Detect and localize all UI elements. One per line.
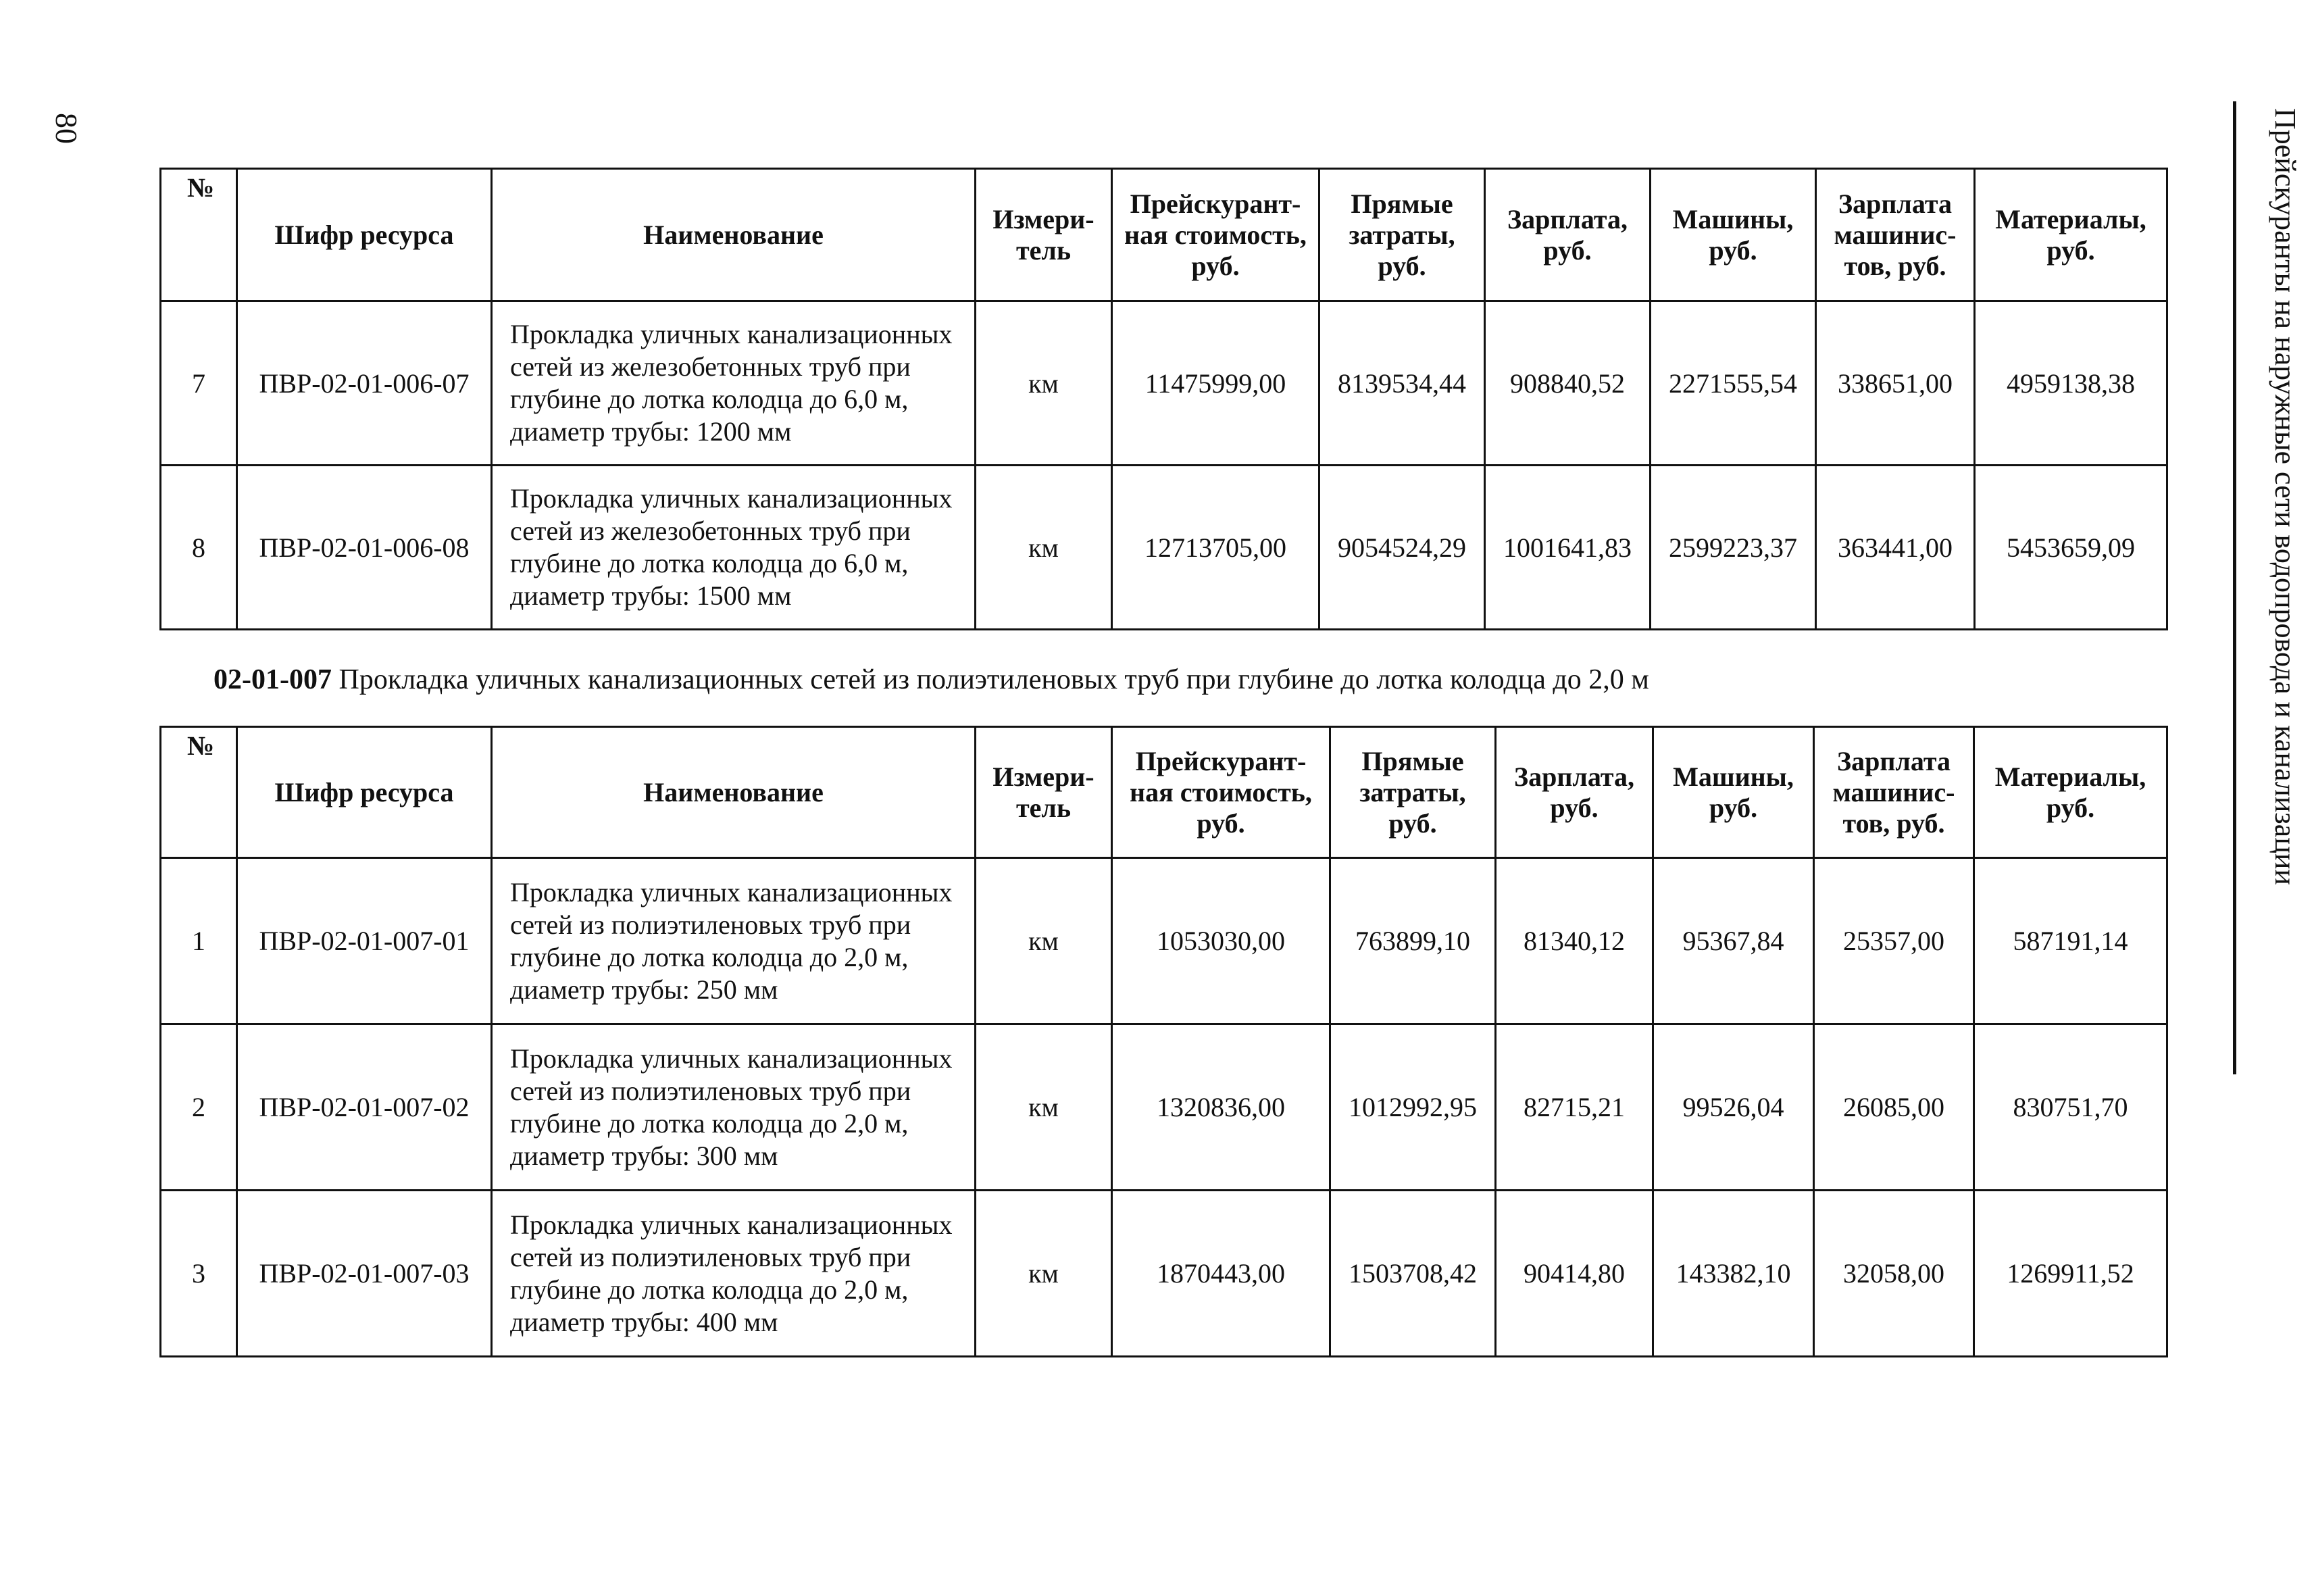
- row-no: 2: [161, 1024, 237, 1191]
- row-no: 7: [161, 301, 237, 466]
- row-price: 1320836,00: [1112, 1024, 1330, 1191]
- row-machines: 2271555,54: [1651, 301, 1816, 466]
- row-machines: 99526,04: [1653, 1024, 1814, 1191]
- row-code: ПВР-02-01-006-08: [237, 466, 492, 630]
- row-operator-wage: 26085,00: [1814, 1024, 1974, 1191]
- header-price: Прейскурант-ная стоимость, руб.: [1112, 727, 1330, 858]
- row-wage: 90414,80: [1496, 1191, 1653, 1357]
- header-wage: Зарплата, руб.: [1496, 727, 1653, 858]
- row-unit: км: [976, 466, 1112, 630]
- row-price: 1053030,00: [1112, 858, 1330, 1024]
- row-name: Прокладка уличных канализационных сетей из полиэтиленовых труб при глубине до лотка колодца до 2,0 м, диаметр трубы: 250 мм: [492, 858, 976, 1024]
- row-no: 1: [161, 858, 237, 1024]
- row-operator-wage: 338651,00: [1816, 301, 1975, 466]
- row-machines: 2599223,37: [1651, 466, 1816, 630]
- header-name: Наименование: [492, 169, 976, 301]
- row-no: 3: [161, 1191, 237, 1357]
- row-unit: км: [976, 1191, 1112, 1357]
- price-table-02-01-007: [159, 726, 2168, 1357]
- header-unit: Измери-тель: [976, 727, 1112, 858]
- row-code: ПВР-02-01-007-01: [237, 858, 492, 1024]
- row-materials: 5453659,09: [1975, 466, 2167, 630]
- row-code: ПВР-02-01-006-07: [237, 301, 492, 466]
- table-header-row: [161, 727, 2167, 858]
- header-no: №: [161, 727, 237, 858]
- row-code: ПВР-02-01-007-03: [237, 1191, 492, 1357]
- row-materials: 4959138,38: [1975, 301, 2167, 466]
- section-heading: [213, 659, 2146, 700]
- row-direct: 763899,10: [1330, 858, 1496, 1024]
- table-header-row: [161, 169, 2167, 301]
- running-title-rule: [2233, 101, 2236, 1074]
- header-name: Наименование: [492, 727, 976, 858]
- row-unit: км: [976, 858, 1112, 1024]
- table-row: [161, 858, 2167, 1024]
- row-materials: 1269911,52: [1974, 1191, 2167, 1357]
- row-name: Прокладка уличных канализационных сетей из полиэтиленовых труб при глубине до лотка колодца до 2,0 м, диаметр трубы: 300 мм: [492, 1024, 976, 1191]
- header-operator-wage: Зарплата машинис-тов, руб.: [1816, 169, 1975, 301]
- header-price: Прейскурант-ная стоимость, руб.: [1112, 169, 1319, 301]
- table-row: [161, 1191, 2167, 1357]
- row-no: 8: [161, 466, 237, 630]
- table-row: [161, 301, 2167, 466]
- row-name: Прокладка уличных канализационных сетей из железобетонных труб при глубине до лотка колодца до 6,0 м, диаметр трубы: 1200 мм: [492, 301, 976, 466]
- row-materials: 830751,70: [1974, 1024, 2167, 1191]
- row-wage: 81340,12: [1496, 858, 1653, 1024]
- row-operator-wage: 25357,00: [1814, 858, 1974, 1024]
- row-operator-wage: 32058,00: [1814, 1191, 1974, 1357]
- row-wage: 908840,52: [1485, 301, 1651, 466]
- header-code: Шифр ресурса: [237, 727, 492, 858]
- header-no: №: [161, 169, 237, 301]
- row-operator-wage: 363441,00: [1816, 466, 1975, 630]
- row-unit: км: [976, 301, 1112, 466]
- page-number: 80: [49, 113, 84, 144]
- row-wage: 82715,21: [1496, 1024, 1653, 1191]
- row-wage: 1001641,83: [1485, 466, 1651, 630]
- row-unit: км: [976, 1024, 1112, 1191]
- row-direct: 1503708,42: [1330, 1191, 1496, 1357]
- header-machines: Машины, руб.: [1653, 727, 1814, 858]
- price-table-02-01-006: [159, 168, 2168, 630]
- row-direct: 9054524,29: [1319, 466, 1485, 630]
- header-direct: Прямые затраты, руб.: [1330, 727, 1496, 858]
- header-operator-wage: Зарплата машинис-тов, руб.: [1814, 727, 1974, 858]
- header-direct: Прямые затраты, руб.: [1319, 169, 1485, 301]
- row-code: ПВР-02-01-007-02: [237, 1024, 492, 1191]
- row-machines: 143382,10: [1653, 1191, 1814, 1357]
- header-materials: Материалы, руб.: [1974, 727, 2167, 858]
- row-price: 1870443,00: [1112, 1191, 1330, 1357]
- row-price: 11475999,00: [1112, 301, 1319, 466]
- section-code: 02-01-007: [213, 664, 332, 695]
- header-machines: Машины, руб.: [1651, 169, 1816, 301]
- table-row: [161, 466, 2167, 630]
- header-unit: Измери-тель: [976, 169, 1112, 301]
- row-direct: 8139534,44: [1319, 301, 1485, 466]
- header-wage: Зарплата, руб.: [1485, 169, 1651, 301]
- row-materials: 587191,14: [1974, 858, 2167, 1024]
- section-title: Прокладка уличных канализационных сетей из полиэтиленовых труб при глубине до лотка колодца до 2,0 м: [338, 664, 1649, 695]
- row-price: 12713705,00: [1112, 466, 1319, 630]
- row-name: Прокладка уличных канализационных сетей из полиэтиленовых труб при глубине до лотка колодца до 2,0 м, диаметр трубы: 400 мм: [492, 1191, 976, 1357]
- row-name: Прокладка уличных канализационных сетей из железобетонных труб при глубине до лотка колодца до 6,0 м, диаметр трубы: 1500 мм: [492, 466, 976, 630]
- header-code: Шифр ресурса: [237, 169, 492, 301]
- header-materials: Материалы, руб.: [1975, 169, 2167, 301]
- row-machines: 95367,84: [1653, 858, 1814, 1024]
- table-row: [161, 1024, 2167, 1191]
- running-title: Прейскуранты на наружные сети водопровода и канализации: [2269, 108, 2302, 885]
- row-direct: 1012992,95: [1330, 1024, 1496, 1191]
